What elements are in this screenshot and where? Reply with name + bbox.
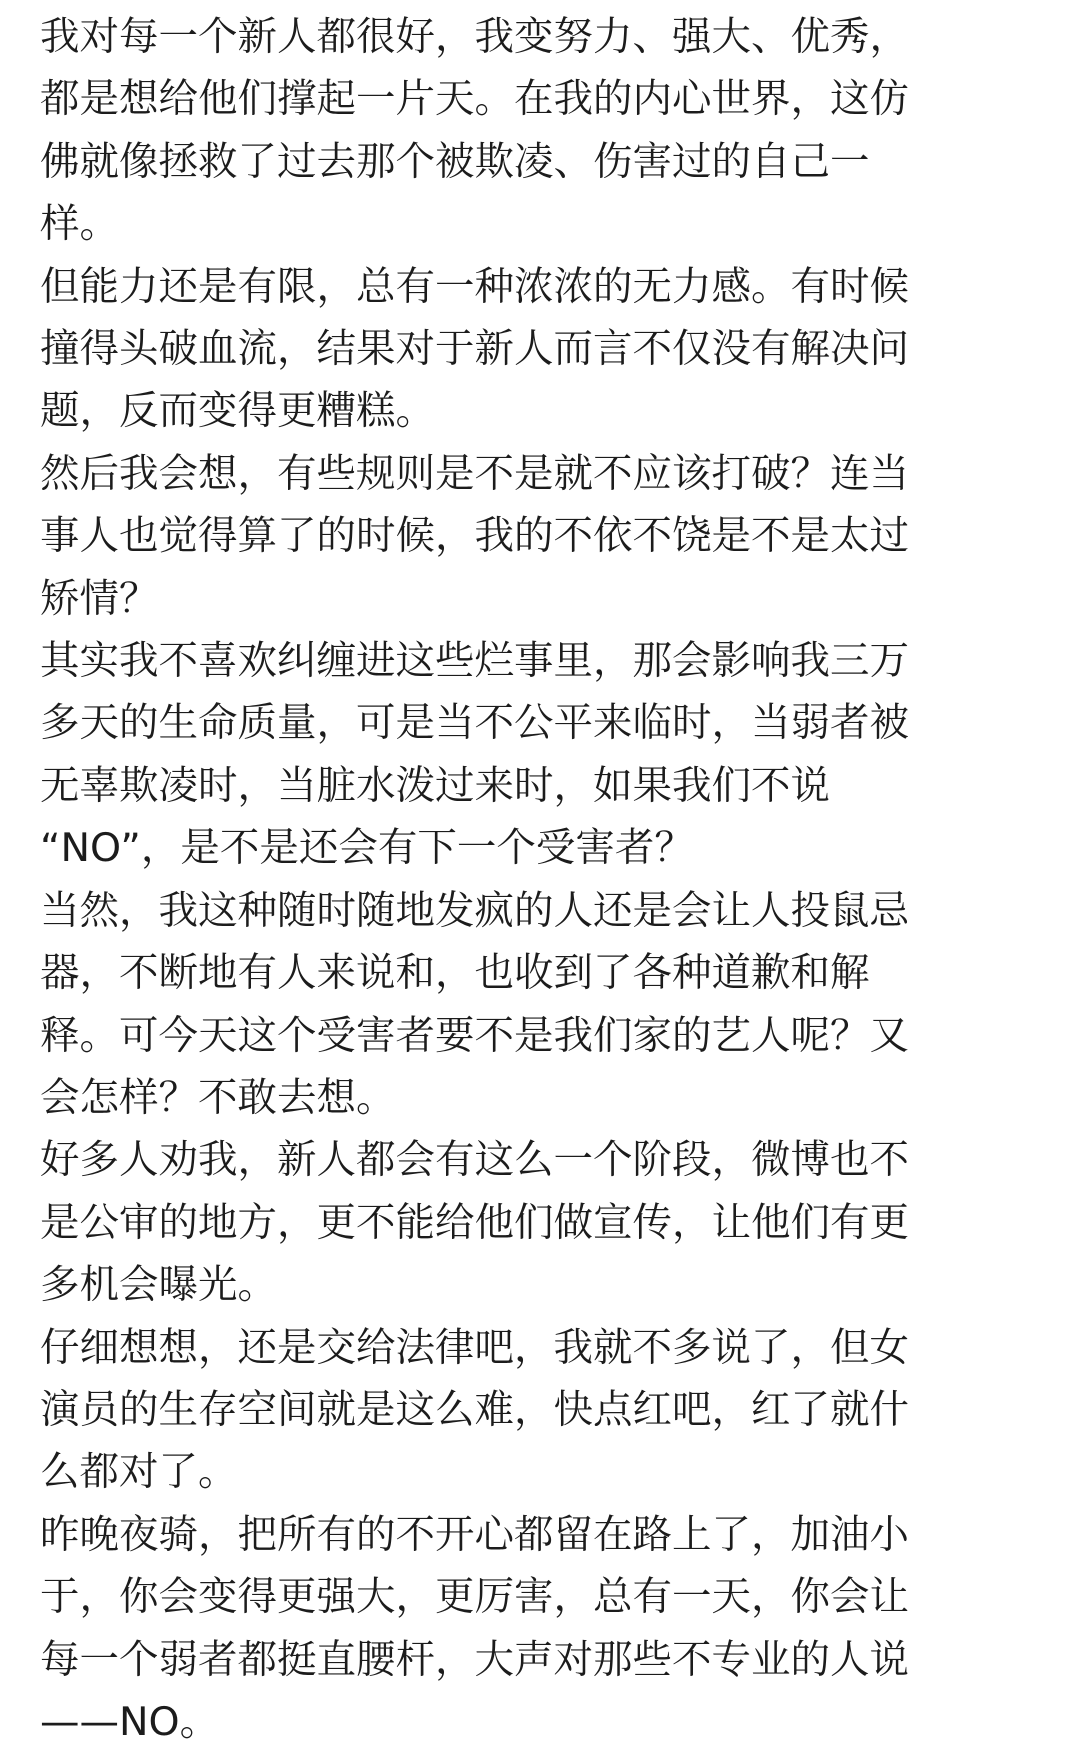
text-line: 矫情？ — [40, 575, 159, 622]
paragraph-2 — [40, 256, 1040, 443]
paragraph-4 — [40, 630, 1040, 880]
text-line: 当然，我这种随时随地发疯的人还是会让人投鼠忌 — [40, 887, 909, 934]
text-line: 释。可今天这个受害者要不是我们家的艺人呢？又 — [40, 1012, 909, 1059]
text-line: 佛就像拯救了过去那个被欺凌、伤害过的自己一 — [40, 138, 870, 185]
text-line: 器，不断地有人来说和，也收到了各种道歉和解 — [40, 950, 870, 997]
text-line: 我对每一个新人都很好，我变努力、强大、优秀， — [40, 14, 909, 60]
text-line: 样。 — [40, 201, 119, 248]
text-line: 都是想给他们撑起一片天。在我的内心世界，这仿 — [40, 76, 909, 123]
text-line: 多机会曝光。 — [40, 1262, 277, 1309]
document-body — [40, 6, 1040, 1753]
text-line: 无辜欺凌时，当脏水泼过来时，如果我们不说 — [40, 762, 830, 809]
text-line: 其实我不喜欢纠缠进这些烂事里，那会影响我三万 — [40, 638, 909, 685]
text-line: 仔细想想，还是交给法律吧，我就不多说了，但女 — [40, 1324, 909, 1371]
paragraph-5 — [40, 880, 1040, 1130]
text-line: 昨晚夜骑，把所有的不开心都留在路上了，加油小 — [40, 1511, 909, 1558]
text-line: 题，反而变得更糟糕。 — [40, 388, 435, 435]
text-line: 多天的生命质量，可是当不公平来临时，当弱者被 — [40, 700, 909, 747]
text-line: 好多人劝我，新人都会有这么一个阶段，微博也不 — [40, 1137, 909, 1184]
text-line: 撞得头破血流，结果对于新人而言不仅没有解决问 — [40, 326, 909, 373]
paragraph-8 — [40, 1504, 1040, 1754]
text-line: “NO”，是不是还会有下一个受害者？ — [40, 825, 694, 872]
text-line: 每一个弱者都挺直腰杆，大声对那些不专业的人说 — [40, 1636, 909, 1683]
text-line: ——NO。 — [40, 1698, 220, 1745]
text-line: 是公审的地方，更不能给他们做宣传，让他们有更 — [40, 1199, 909, 1246]
text-line: 事人也觉得算了的时候，我的不依不饶是不是太过 — [40, 513, 909, 560]
text-line: 演员的生存空间就是这么难，快点红吧，红了就什 — [40, 1386, 909, 1433]
text-line: 然后我会想，有些规则是不是就不应该打破？连当 — [40, 450, 909, 497]
text-line: 于，你会变得更强大，更厉害，总有一天，你会让 — [40, 1574, 909, 1621]
paragraph-3 — [40, 443, 1040, 630]
paragraph-1 — [40, 6, 1040, 256]
text-line: 但能力还是有限，总有一种浓浓的无力感。有时候 — [40, 263, 909, 310]
text-line: 么都对了。 — [40, 1449, 238, 1496]
paragraph-6 — [40, 1129, 1040, 1316]
paragraph-7 — [40, 1317, 1040, 1504]
text-line: 会怎样？不敢去想。 — [40, 1074, 396, 1121]
